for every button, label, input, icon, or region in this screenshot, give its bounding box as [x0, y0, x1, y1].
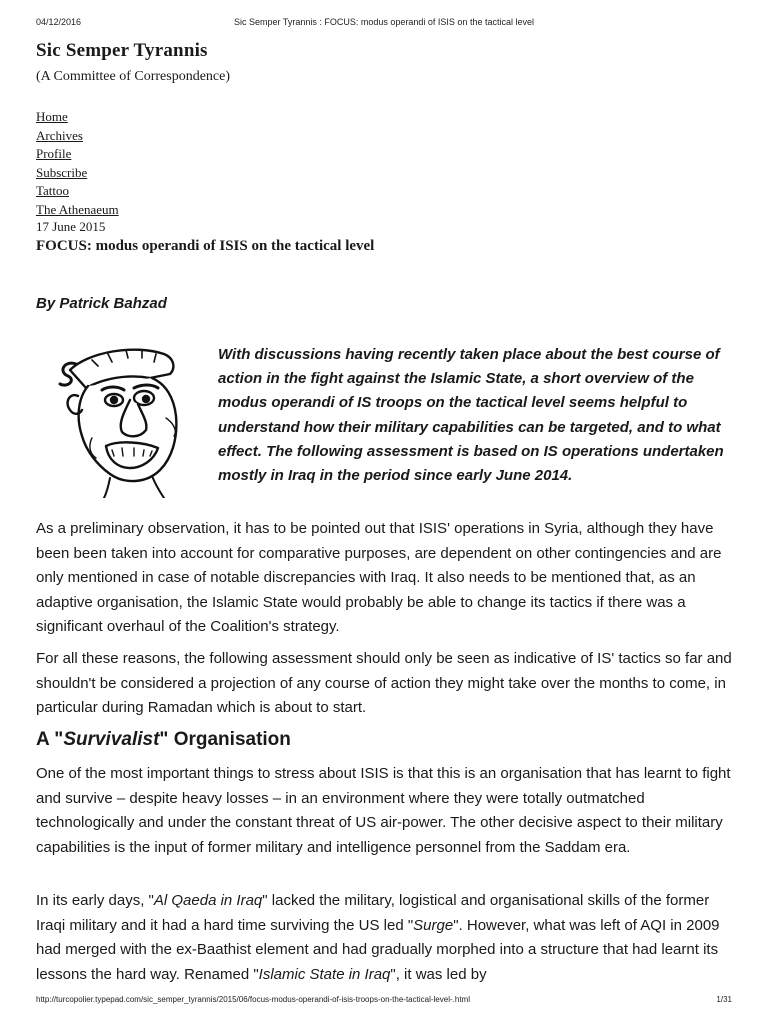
print-footer [36, 995, 732, 1007]
print-date: 04/12/2016 [36, 17, 82, 27]
paragraph-4-italic-2: Surge [413, 916, 454, 934]
paragraph-4-italic-1: Al Qaeda in Iraq [153, 892, 263, 909]
paragraph-4-italic-3: Islamic State in Iraq [258, 965, 391, 983]
paragraph-4 [36, 889, 736, 987]
paragraph-4-text-1: In its early days, " [36, 892, 154, 909]
post-author: By Patrick Bahzad [36, 295, 167, 312]
site-title[interactable]: Sic Semper Tyrannis [36, 40, 208, 61]
site-subtitle: (A Committee of Correspondence) [36, 69, 231, 84]
section-heading [36, 729, 291, 751]
nav-link-athenaeum[interactable]: The Athenaeum [36, 201, 119, 217]
nav-link-subscribe[interactable]: Subscribe [36, 164, 88, 180]
section-heading-suffix: " Organisation [159, 729, 291, 750]
post-date: 17 June 2015 [36, 219, 106, 234]
section-heading-emphasis: Survivalist [63, 729, 160, 750]
nav-link-home[interactable]: Home [36, 109, 68, 124]
nav-link-profile[interactable]: Profile [36, 146, 72, 162]
print-page-number: 1/31 [716, 995, 732, 1004]
print-header [36, 17, 732, 31]
paragraph-3: One of the most important things to stress about ISIS is that this is an organisation that has learnt to fight and survive – despite heavy losses – in an environment where they were totally outmatched technologically and under the constant threat of US air-power. The other decisive aspect to their military capabilities is the input of former military and intelligence personnel from the Saddam era. [36, 765, 731, 856]
nav-link-tattoo[interactable]: Tattoo [36, 183, 70, 199]
nav-menu [36, 108, 119, 220]
paragraph-4-text-2: " lacked the military, logistical and organisational skills of the former Iraqi military and it had a hard time surviving the US led " [36, 892, 710, 934]
section-heading-prefix: A " [36, 729, 64, 750]
print-url[interactable]: http://turcopolier.typepad.com/sic_semper_tyrannis/2015/06/focus-modus-operandi-of-isis-troops-on-the-tactical-level-.html [36, 995, 470, 1004]
nav-link-archives[interactable]: Archives [36, 127, 83, 143]
paragraph-1: As a preliminary observation, it has to be pointed out that ISIS' operations in Syria, although they have been been taken into account for comparative purposes, are dependent on other contingencies and are only mentioned in case of notable discrepancies with Iraq. It also needs to be mentioned that, as an adaptive organisation, the Islamic State would probably be able to change its tactics if there was a significant overhaul of the Coalition's strategy. [36, 520, 722, 635]
paragraph-4-text-3: ". However, what was left of AQI in 2009 had merged with the ex-Baathist element and had gradually morphed into a structure that had learnt its lessons the hard way. Renamed " [36, 916, 720, 983]
author-caricature-image [48, 338, 208, 498]
print-page-title: Sic Semper Tyrannis : FOCUS: modus operandi of ISIS on the tactical level [234, 17, 534, 27]
post-title: FOCUS: modus operandi of ISIS on the tactical level [36, 238, 375, 254]
post-intro: With discussions having recently taken place about the best course of action in the fight against the Islamic State, a short overview of the modus operandi of IS troops on the tactical level seems helpful to understand how their military capabilities can be targeted, and to what effect. The following assessment is based on IS operations undertaken mostly in Iraq in the period since early June 2014. [218, 346, 724, 485]
paragraph-4-text-4: ", it was led by [390, 965, 487, 983]
paragraph-2: For all these reasons, the following assessment should only be seen as indicative of IS' tactics so far and shouldn't be considered a projection of any course of action they might take over the months to come, in particular during Ramadan which is about to start. [36, 650, 732, 716]
